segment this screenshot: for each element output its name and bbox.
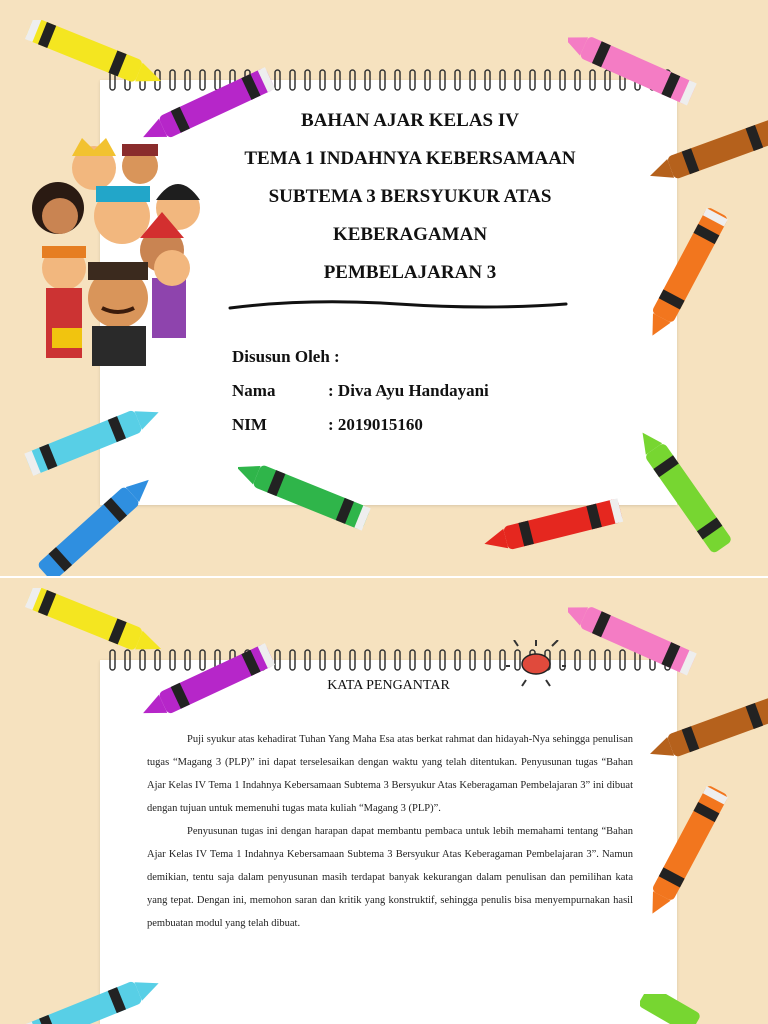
cover-title bbox=[150, 102, 670, 292]
title-line: PEMBELAJARAN 3 bbox=[323, 262, 497, 283]
ring bbox=[350, 70, 355, 90]
ring bbox=[425, 70, 430, 90]
name-row bbox=[232, 374, 489, 408]
ring bbox=[500, 70, 505, 90]
ring bbox=[455, 650, 460, 670]
author-info bbox=[232, 340, 489, 442]
ring bbox=[410, 650, 415, 670]
ring bbox=[380, 650, 385, 670]
crayon-icon-brown bbox=[648, 696, 768, 766]
crayon-icon-red bbox=[484, 484, 644, 564]
crayon-icon-orange bbox=[630, 768, 750, 918]
ring bbox=[305, 650, 310, 670]
ring bbox=[470, 650, 475, 670]
ring bbox=[560, 70, 565, 90]
preface-page bbox=[0, 578, 768, 1024]
ring bbox=[320, 650, 325, 670]
ring bbox=[305, 70, 310, 90]
crayon-icon-lime bbox=[640, 994, 700, 1024]
ring bbox=[320, 70, 325, 90]
ring bbox=[470, 70, 475, 90]
crayon-icon-blue bbox=[18, 470, 168, 576]
name-label: Nama bbox=[232, 381, 276, 400]
ring bbox=[485, 650, 490, 670]
ring bbox=[395, 70, 400, 90]
title-line: TEMA 1 INDAHNYA KEBERSAMAAN bbox=[244, 148, 576, 169]
title-line: SUBTEMA 3 BERSYUKUR ATAS bbox=[268, 186, 552, 207]
nim-row bbox=[232, 408, 489, 442]
preface-paragraph: Penyusunan tugas ini dengan harapan dapat membantu pembaca untuk lebih memahami tentang “Bahan Ajar Kelas IV Tema 1 Indahnya Kebersamaan Subtema 3 Bersyukur Atas Keberagaman Pembelajaran 3”. Namun demikian, tentu saja dalam penyusunan masih terdapat banyak kekurangan dalam penulisan dan pemilihan kata yang tepat. Dengan ini, memohon saran dan kritik yang konstruktif, sehingga penulis bisa menyempurnakan hasil pembuatan modul yang telah dibuat. bbox=[147, 826, 633, 929]
preface-body bbox=[147, 728, 633, 935]
ring bbox=[395, 650, 400, 670]
ring bbox=[365, 650, 370, 670]
ring bbox=[515, 70, 520, 90]
ring bbox=[425, 650, 430, 670]
ring bbox=[350, 650, 355, 670]
preface-paragraph: Puji syukur atas kehadirat Tuhan Yang Maha Esa atas berkat rahmat dan hidayah-Nya sehingga penulisan tugas “Magang 3 (PLP)” ini dapat terselesaikan dengan waktu yang telah ditentukan. Penyusunan tugas “Bahan Ajar Kelas IV Tema 1 Indahnya Kebersamaan Subtema 3 Bersyukur Atas Keberagaman Pembelajaran 3” ini dibuat dengan tujuan untuk memenuhi tugas mata kuliah “Magang 3 (PLP)”. bbox=[147, 734, 633, 814]
name-value: : Diva Ayu Handayani bbox=[328, 381, 489, 400]
author-heading: Disusun Oleh : bbox=[232, 347, 340, 366]
ring bbox=[545, 70, 550, 90]
ring bbox=[455, 70, 460, 90]
ring bbox=[500, 650, 505, 670]
ring bbox=[335, 70, 340, 90]
preface-heading: KATA PENGANTAR bbox=[327, 678, 450, 693]
crayon-icon-lime bbox=[624, 424, 754, 574]
ring bbox=[380, 70, 385, 90]
ring bbox=[410, 70, 415, 90]
nim-value: : 2019015160 bbox=[328, 415, 423, 434]
crayon-icon-pink bbox=[568, 600, 728, 690]
ring bbox=[485, 70, 490, 90]
title-line: BAHAN AJAR KELAS IV bbox=[300, 110, 519, 131]
ring bbox=[440, 70, 445, 90]
ring bbox=[335, 650, 340, 670]
brush-divider bbox=[228, 296, 568, 316]
ring bbox=[530, 70, 535, 90]
crayon-icon-green bbox=[238, 455, 398, 545]
crayon-icon-cyan bbox=[10, 966, 170, 1024]
ring bbox=[365, 70, 370, 90]
nim-label: NIM bbox=[232, 415, 267, 434]
title-line: KEBERAGAMAN bbox=[332, 224, 488, 245]
ring bbox=[440, 650, 445, 670]
